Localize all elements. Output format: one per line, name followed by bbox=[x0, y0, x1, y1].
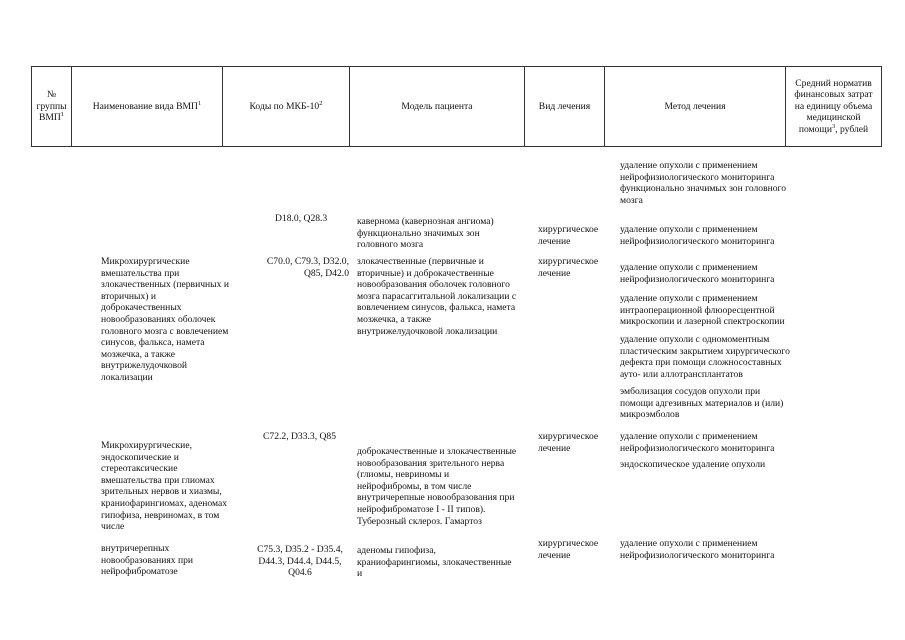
header-treatment-method-label: Метод лечения bbox=[664, 100, 726, 112]
treatment-type-cell: хирургическое лечение bbox=[538, 256, 599, 279]
header-vmp-name bbox=[72, 66, 223, 147]
footnote-mark: 3 bbox=[831, 122, 836, 130]
patient-model-cell: кавернома (кавернозная ангиома) функционально значимых зон головного мозга bbox=[357, 216, 494, 251]
method-cell: удаление опухоли с одномоментным пластическим закрытием хирургического дефекта при помощи сложносоставных ауто- или аллотрансплантатов bbox=[620, 334, 790, 380]
header-icd-codes-label: Коды по МКБ-10 bbox=[249, 100, 320, 112]
header-icd-codes bbox=[223, 66, 350, 147]
header-cost-norm-tail: , рублей bbox=[835, 123, 869, 135]
icd-codes-cell: C72.2, D33.3, Q85 bbox=[263, 431, 337, 442]
method-cell: удаление опухоли с применением нейрофизиологического мониторинга bbox=[620, 431, 775, 454]
header-treatment-type bbox=[525, 66, 605, 147]
method-cell: эндоскопическое удаление опухоли bbox=[620, 459, 766, 470]
header-group-number bbox=[31, 66, 72, 147]
header-treatment-method bbox=[605, 66, 786, 147]
header-cost-norm bbox=[786, 66, 882, 147]
method-cell: эмболизация сосудов опухоли при помощи адгезивных материалов и (или) микроэмболов bbox=[620, 386, 784, 421]
vmp-name-cell: Микрохирургические вмешательства при злокачественных (первичных и вторичных) и доброкачественных новообразованиях оболочек головного мозга с вовлечением синусов, фалькса, намета мозжечка, а также внутрижелудочковой локализации bbox=[101, 256, 229, 383]
vmp-name-cell: внутричерепных новообразованиях при нейрофиброматозе bbox=[101, 543, 194, 578]
header-patient-model bbox=[350, 66, 525, 147]
footnote-mark: 1 bbox=[60, 111, 65, 119]
header-group-number-label: № группы ВМП bbox=[36, 89, 67, 124]
icd-codes-cell: C75.3, D35.2 - D35.4, D44.3, D44.4, D44.5, Q04.6 bbox=[257, 544, 343, 579]
treatment-type-cell: хирургическое лечение bbox=[538, 431, 599, 454]
icd-codes-cell: D18.0, Q28.3 bbox=[275, 213, 328, 224]
header-vmp-name-label: Наименование вида ВМП bbox=[92, 100, 198, 112]
treatment-type-cell: хирургическое лечение bbox=[538, 224, 599, 247]
treatment-type-cell: хирургическое лечение bbox=[538, 538, 599, 561]
method-cell: удаление опухоли с применением нейрофизиологического мониторинга функционально значимых зон головного мозга bbox=[620, 160, 787, 206]
method-cell: удаление опухоли с применением нейрофизиологического мониторинга bbox=[620, 224, 775, 247]
patient-model-cell: аденомы гипофиза, краниофарингиомы, злокачественные и bbox=[357, 545, 512, 580]
method-cell: удаление опухоли с применением нейрофизиологического мониторинга bbox=[620, 262, 775, 285]
header-cost-norm-label: Средний норматив финансовых затрат на единицу объема медицинской помощи bbox=[794, 77, 873, 135]
header-treatment-type-label: Вид лечения bbox=[538, 100, 591, 112]
footnote-mark: 2 bbox=[319, 99, 323, 107]
footnote-mark: 1 bbox=[197, 99, 202, 107]
icd-codes-cell: C70.0, C79.3, D32.0, Q85, D42.0 bbox=[266, 256, 349, 279]
patient-model-cell: злокачественные (первичные и вторичные) и доброкачественные новообразования оболочек головного мозга парасаггитальной локализации с вовлечением синусов, фалькса, намета мозжечка, а также внутрижелудочковой локализации bbox=[357, 256, 517, 337]
method-cell: удаление опухоли с применением интраоперационной флюоресцентной микроскопии и лазерной спектроскопии bbox=[620, 293, 785, 328]
vmp-name-cell: Микрохирургические, эндоскопические и стереотаксические вмешательства при глиомах зрительных нервов и хиазмы, краниофарингиомах, аденомах гипофиза, невриномах, в том числе bbox=[101, 440, 228, 533]
patient-model-cell: доброкачественные и злокачественные новообразования зрительного нерва (глиомы, невриномы и нейрофибромы, в том числе внутричерепные новообразования при нейрофиброматозе I - II типов). Туберозный склероз. Гамартоз bbox=[357, 446, 517, 527]
header-patient-model-label: Модель пациента bbox=[401, 100, 473, 112]
method-cell: удаление опухоли с применением нейрофизиологического мониторинга bbox=[620, 538, 775, 561]
